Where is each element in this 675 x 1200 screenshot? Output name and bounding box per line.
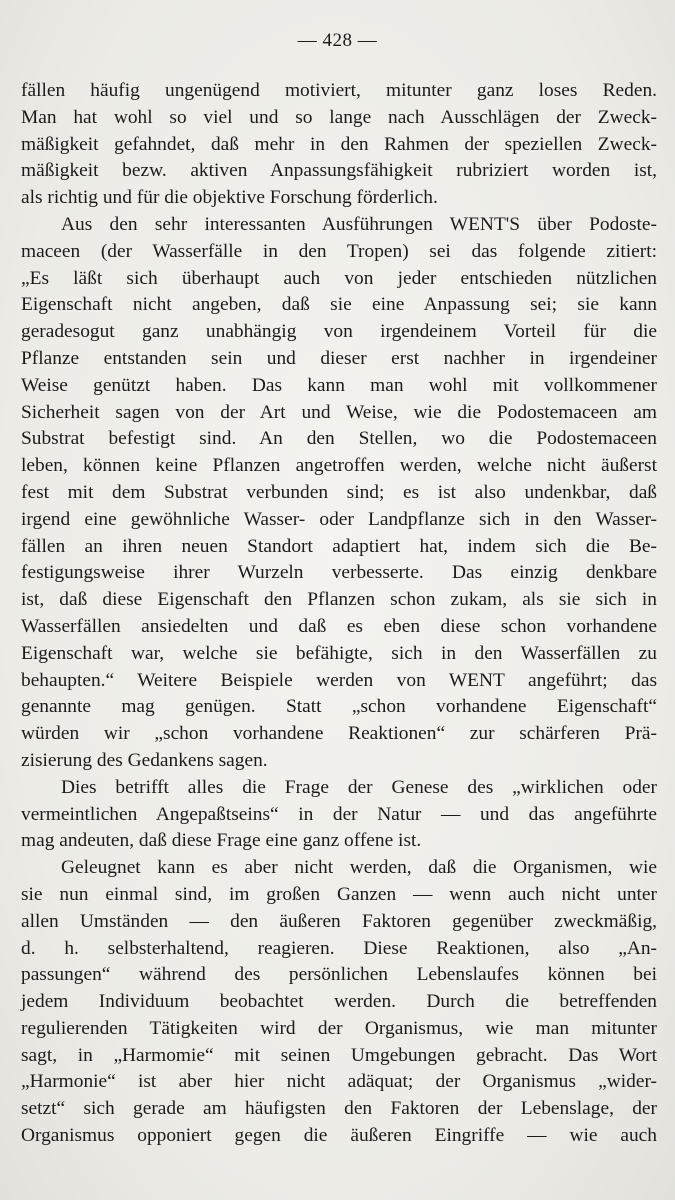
text-line: sie nun einmal sind, im großen Ganzen — wenn auch nicht unter <box>21 883 657 905</box>
text-line: vermeintlichen Angepaßtseins“ in der Natur — und das angeführte <box>21 803 657 825</box>
body-text <box>21 78 657 1150</box>
text-line: Man hat wohl so viel und so lange nach Ausschlägen der Zweck- <box>21 106 657 128</box>
page-number: — 428 — <box>297 30 378 51</box>
text-line: irgend eine gewöhnliche Wasser- oder Landpflanze sich in den Wasser- <box>21 508 657 530</box>
text-line: festigungsweise ihrer Wurzeln verbesserte. Das einzig denkbare <box>21 562 657 584</box>
text-line: „Es läßt sich überhaupt auch von jeder entschieden nützlichen <box>21 267 657 289</box>
text-line: regulierenden Tätigkeiten wird der Organismus, wie man mitunter <box>21 1017 657 1039</box>
text-line: Geleugnet kann es aber nicht werden, daß die Organismen, wie <box>61 857 657 879</box>
text-line: Aus den sehr interessanten Ausführungen WENT'S über Podoste- <box>61 213 657 235</box>
text-line: Substrat befestigt sind. An den Stellen, wo die Podostemaceen <box>21 428 657 450</box>
text-line: Dies betrifft alles die Frage der Genese des „wirklichen oder <box>61 776 657 798</box>
text-line: zisierung des Gedankens sagen. <box>21 749 268 771</box>
text-line: Eigenschaft war, welche sie befähigte, sich in den Wasserfällen zu <box>21 642 657 664</box>
text-line: geradesogut ganz unabhängig von irgendeinem Vorteil für die <box>21 321 657 343</box>
text-line: „Harmonie“ ist aber hier nicht adäquat; der Organismus „wider- <box>21 1071 657 1093</box>
text-line: setzt“ sich gerade am häufigsten den Faktoren der Lebenslage, der <box>21 1098 657 1120</box>
text-line: ist, daß diese Eigenschaft den Pflanzen schon zukam, als sie sich in <box>21 589 657 611</box>
text-line: Sicherheit sagen von der Art und Weise, wie die Podostemaceen am <box>21 401 657 423</box>
text-line: jedem Individuum beobachtet werden. Durch die betreffenden <box>21 991 657 1013</box>
text-line: sagt, in „Harmomie“ mit seinen Umgebungen gebracht. Das Wort <box>21 1044 657 1066</box>
text-line: würden wir „schon vorhandene Reaktionen“ zur schärferen Prä- <box>21 723 657 745</box>
text-line: fällen häufig ungenügend motiviert, mitunter ganz loses Reden. <box>21 80 657 101</box>
text-line: Weise genützt haben. Das kann man wohl mit vollkommener <box>21 374 657 396</box>
text-line: behaupten.“ Weitere Beispiele werden von WENT angeführt; das <box>21 669 657 691</box>
text-line: passungen“ während des persönlichen Lebenslaufes können bei <box>21 964 657 986</box>
text-line: mäßigkeit bezw. aktiven Anpassungsfähigkeit rubriziert worden ist, <box>21 160 657 182</box>
text-line: maceen (der Wasserfälle in den Tropen) sei das folgende zitiert: <box>21 240 657 262</box>
text-line: als richtig und für die objektive Forschung förderlich. <box>21 187 438 209</box>
text-line: fällen an ihren neuen Standort adaptiert hat, indem sich die Be- <box>21 535 657 557</box>
text-line: mag andeuten, daß diese Frage eine ganz offene ist. <box>21 830 422 852</box>
text-line: Organismus opponiert gegen die äußeren Eingriffe — wie auch <box>21 1125 657 1147</box>
text-line: Wasserfällen ansiedelten und daß es eben diese schon vorhandene <box>21 615 657 637</box>
text-line: fest mit dem Substrat verbunden sind; es ist also undenkbar, daß <box>21 481 657 503</box>
text-line: genannte mag genügen. Statt „schon vorhandene Eigenschaft“ <box>21 696 657 718</box>
text-line: allen Umständen — den äußeren Faktoren gegenüber zweckmäßig, <box>21 910 657 932</box>
text-line: mäßigkeit gefahndet, daß mehr in den Rahmen der speziellen Zweck- <box>21 133 657 155</box>
text-line: d. h. selbsterhaltend, reagieren. Diese Reaktionen, also „An- <box>21 937 657 959</box>
text-line: Pflanze entstanden sein und dieser erst nachher in irgendeiner <box>21 347 657 369</box>
text-line: leben, können keine Pflanzen angetroffen werden, welche nicht äußerst <box>21 455 657 477</box>
text-line: Eigenschaft nicht angeben, daß sie eine Anpassung sei; sie kann <box>21 294 657 316</box>
